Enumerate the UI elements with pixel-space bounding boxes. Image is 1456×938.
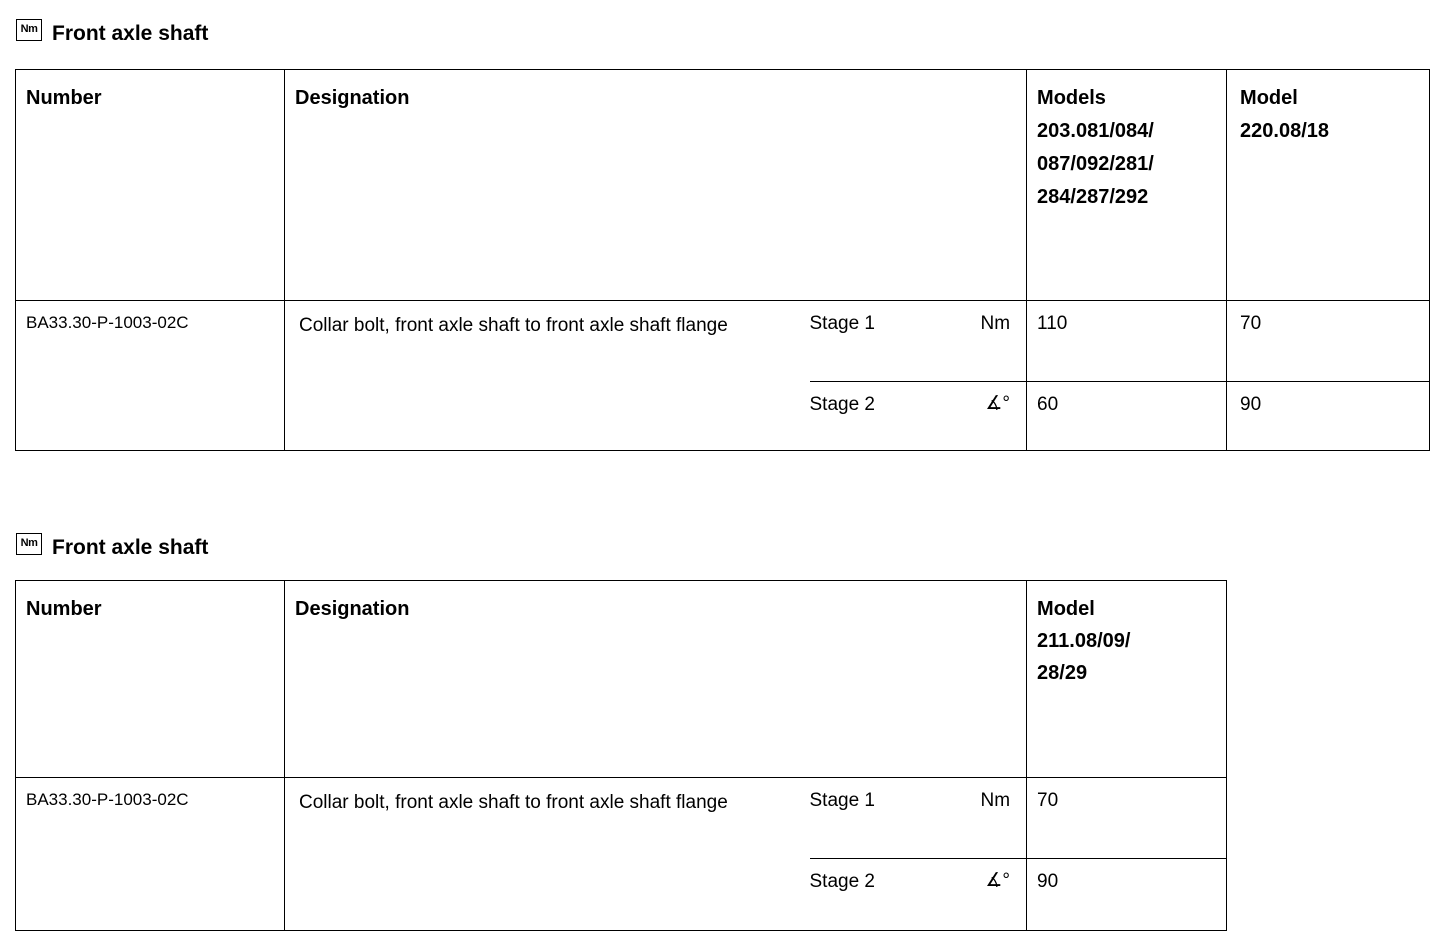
header-number: Number (16, 70, 285, 301)
torque-nm-icon: Nm (16, 533, 42, 555)
torque-table-2 (15, 580, 1227, 931)
stage-2-value-col2: 90 (1227, 382, 1430, 451)
section-2-title (16, 536, 208, 560)
angle-icon: ∡° (962, 859, 1027, 931)
stage-2-value-col1: 60 (1027, 382, 1227, 451)
header-designation: Designation (285, 70, 1027, 301)
stage-2-value-col1: 90 (1027, 859, 1227, 931)
header-models-col1: Models 203.081/084/ 087/092/281/ 284/287/292 (1027, 70, 1227, 301)
header-number: Number (16, 581, 285, 778)
header-model-col2: Model 220.08/18 (1227, 70, 1430, 301)
row-number: BA33.30-P-1003-02C (16, 778, 285, 931)
stage-1-unit: Nm (962, 301, 1027, 382)
header-designation: Designation (285, 581, 1027, 778)
stage-1-label: Stage 1 (810, 778, 962, 859)
torque-table-1 (15, 69, 1430, 451)
section-2-title-text: Front axle shaft (52, 536, 209, 559)
stage-1-label: Stage 1 (810, 301, 962, 382)
header-model-col1: Model 211.08/09/ 28/29 (1027, 581, 1227, 778)
angle-icon: ∡° (962, 382, 1027, 451)
row-number: BA33.30-P-1003-02C (16, 301, 285, 451)
row-designation: Collar bolt, front axle shaft to front axle shaft flange (285, 301, 810, 451)
stage-1-value-col1: 70 (1027, 778, 1227, 859)
stage-1-value-col1: 110 (1027, 301, 1227, 382)
stage-2-label: Stage 2 (810, 382, 962, 451)
row-designation: Collar bolt, front axle shaft to front axle shaft flange (285, 778, 810, 931)
stage-1-value-col2: 70 (1227, 301, 1430, 382)
torque-nm-icon: Nm (16, 19, 42, 41)
stage-2-label: Stage 2 (810, 859, 962, 931)
stage-1-unit: Nm (962, 778, 1027, 859)
section-1-title-text: Front axle shaft (52, 22, 209, 45)
section-1-title (16, 22, 208, 46)
